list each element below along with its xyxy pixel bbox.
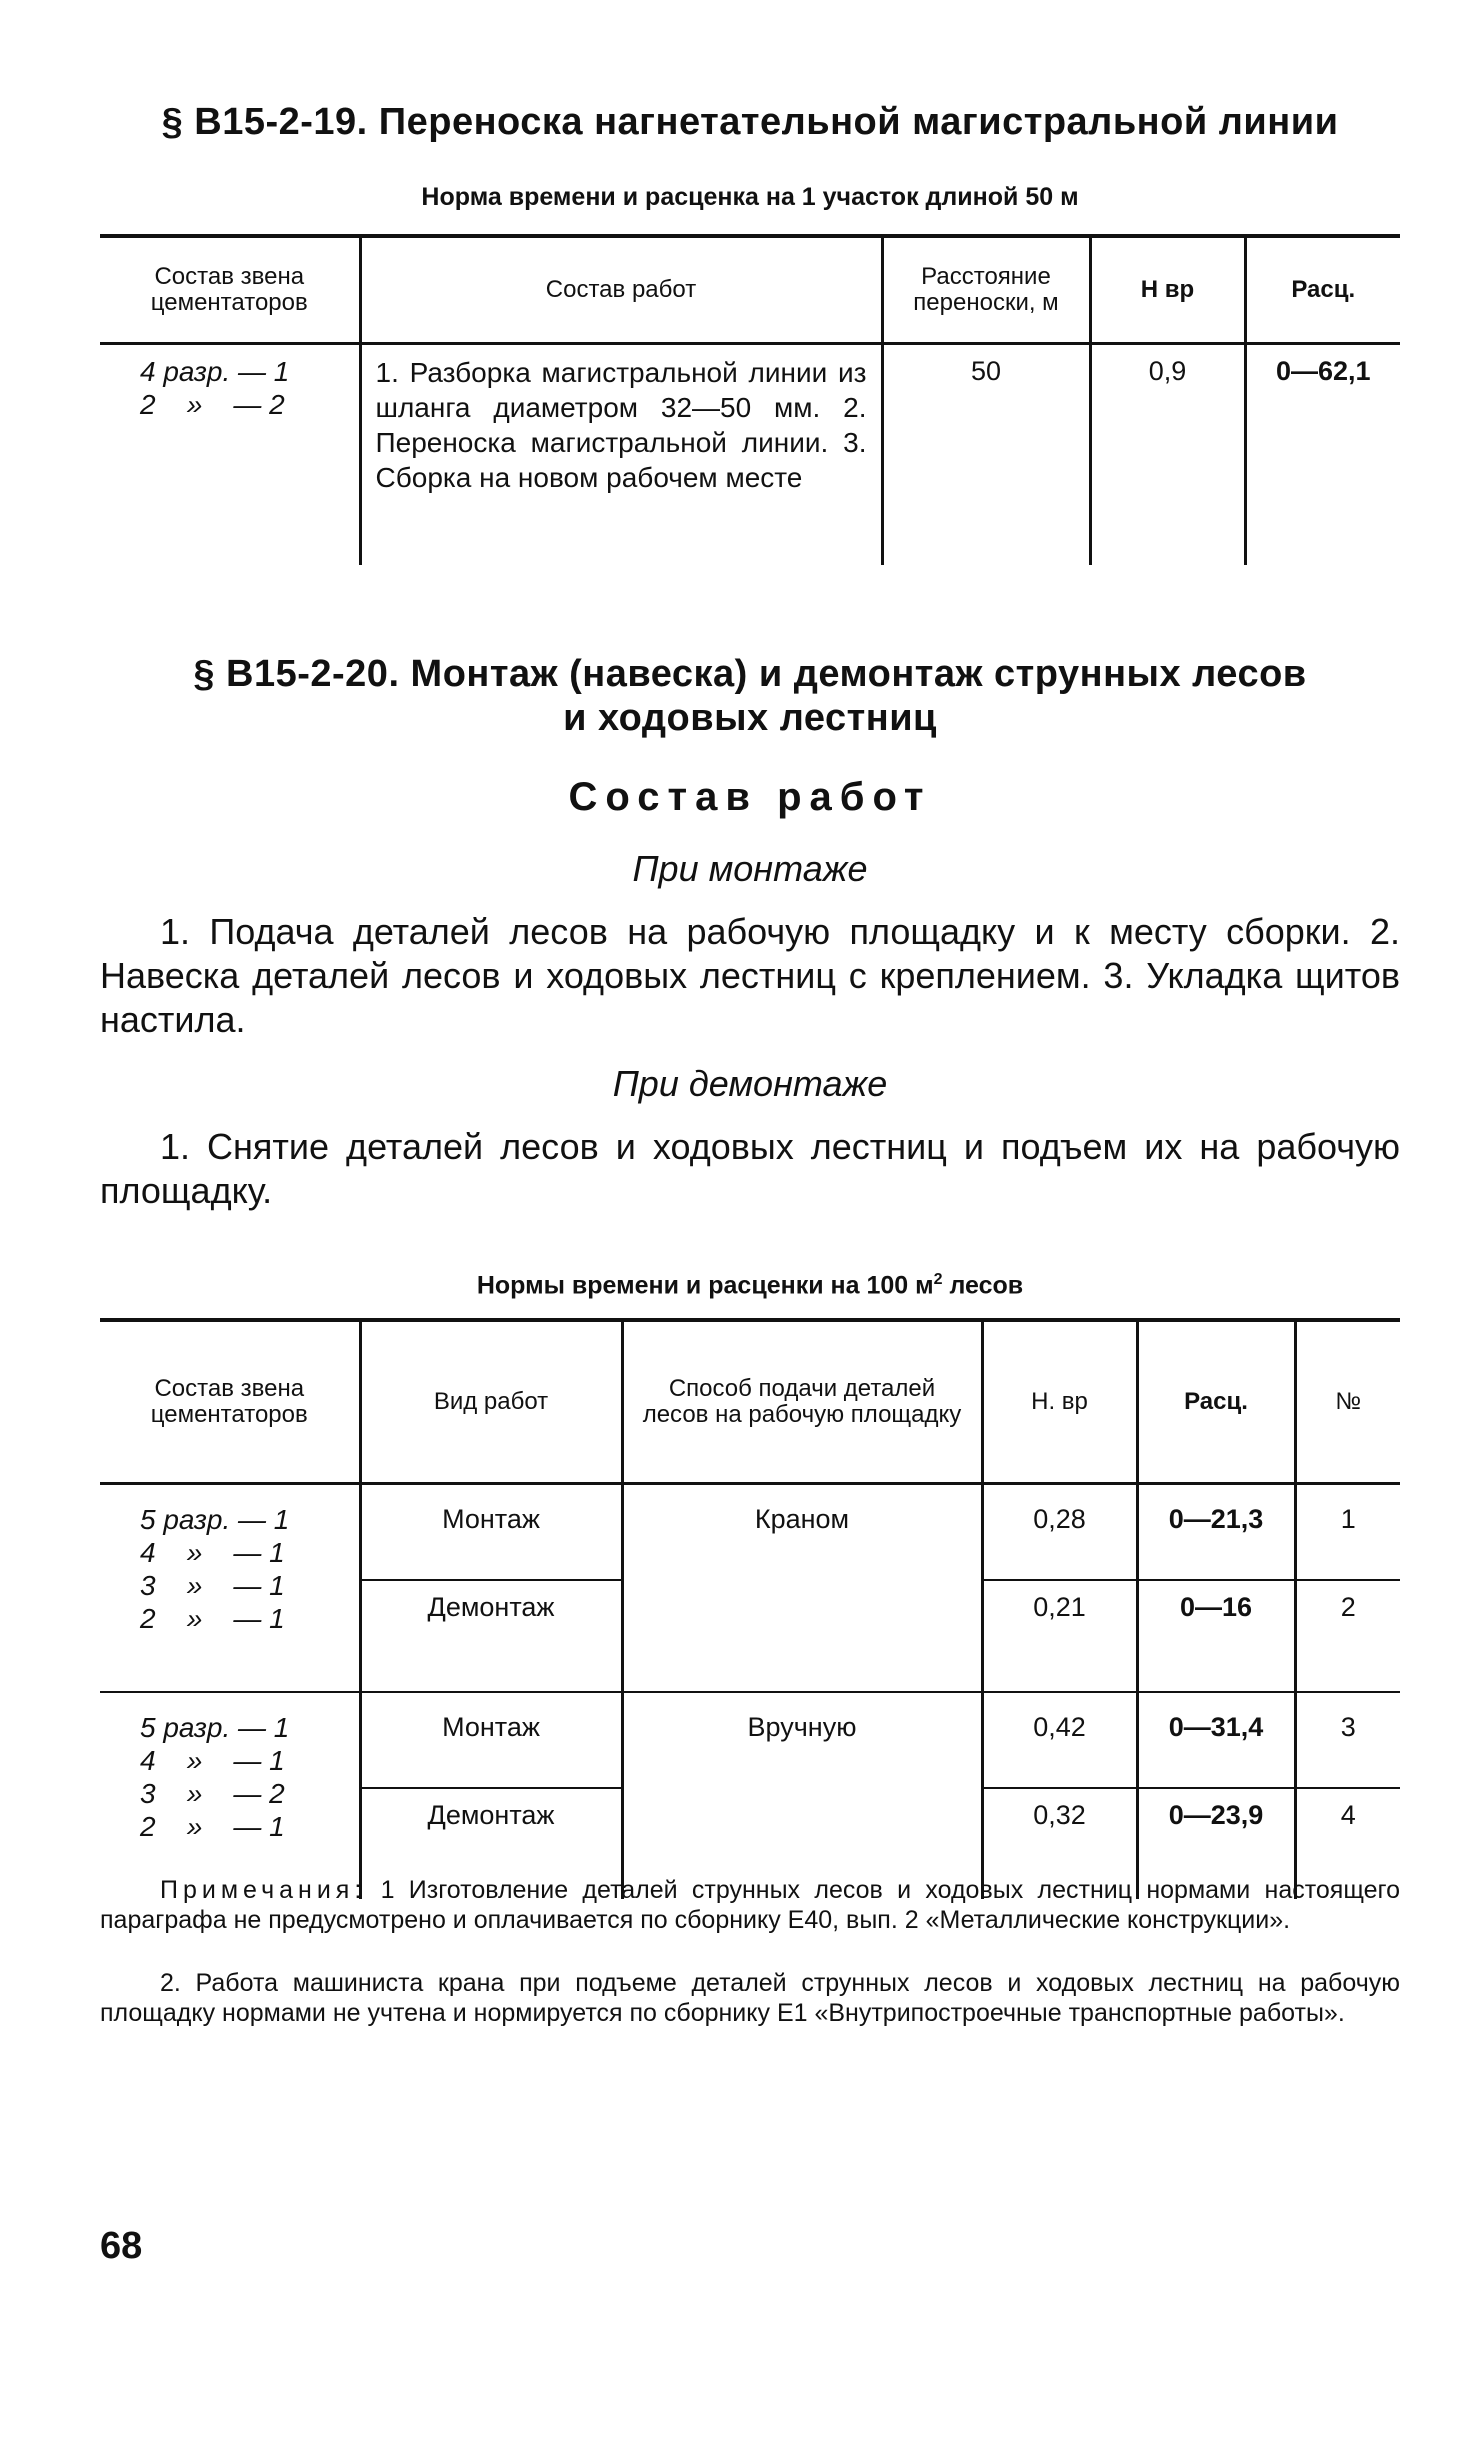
header-method: Способ подачи деталей лесов на рабочую площадку bbox=[622, 1320, 982, 1484]
num-cell: 1 bbox=[1295, 1484, 1400, 1581]
note-1-text: 1 Изготовление деталей струнных лесов и ходовых лестниц нормами настоящего параграфа не предусмотрено и оплачивается по сборнику Е40, вып. 2 «Металлические конструкции». bbox=[100, 1876, 1400, 1934]
work-cell: Демонтаж bbox=[360, 1580, 622, 1692]
note-2: 2. Работа машиниста крана при подъеме деталей струнных лесов и ходовых лестниц на рабочую площадку нормами не учтена и нормируется по сборнику Е1 «Внутрипостроечные транспортные работы». bbox=[100, 1969, 1400, 2027]
team-line: 5 разр. — 1 bbox=[140, 1504, 290, 1535]
section-20-table-caption bbox=[100, 1265, 1400, 1300]
team-line: 2 » — 2 bbox=[140, 389, 285, 420]
table-row bbox=[100, 344, 1400, 566]
note-1 bbox=[100, 1875, 1400, 1935]
num-cell: 4 bbox=[1295, 1788, 1400, 1899]
team-line: 2 » — 1 bbox=[140, 1603, 285, 1634]
header-norm: Н. вр bbox=[982, 1320, 1137, 1484]
rate-cell: 0—23,9 bbox=[1137, 1788, 1295, 1899]
header-work: Вид работ bbox=[360, 1320, 622, 1484]
team-line: 2 » — 1 bbox=[140, 1811, 285, 1842]
team-line: 3 » — 2 bbox=[140, 1778, 285, 1809]
num-cell: 2 bbox=[1295, 1580, 1400, 1692]
section-19-table-caption: Норма времени и расценка на 1 участок длиной 50 м bbox=[421, 183, 1079, 211]
caption-text-end: лесов bbox=[942, 1271, 1024, 1300]
method-cell: Краном bbox=[622, 1484, 982, 1693]
notes-label: Примечания: bbox=[160, 1876, 367, 1904]
table-row bbox=[100, 1484, 1400, 1581]
team-cell bbox=[100, 1484, 360, 1693]
rate-cell: 0—16 bbox=[1137, 1580, 1295, 1692]
caption-text: Нормы времени и расценки на 100 м bbox=[476, 1271, 934, 1300]
method-cell: Вручную bbox=[622, 1692, 982, 1899]
composition-title: Состав работ bbox=[568, 775, 932, 819]
norm-cell: 0,9 bbox=[1090, 344, 1245, 566]
dismount-text: 1. Снятие деталей лесов и ходовых лестниц и подъем их на рабочую площадку. bbox=[100, 1126, 1400, 1211]
team-line: 3 » — 1 bbox=[140, 1570, 285, 1601]
num-cell: 3 bbox=[1295, 1692, 1400, 1788]
header-num: № bbox=[1295, 1320, 1400, 1484]
section-20-title-line1: § В15-2-20. Монтаж (навеска) и демонтаж струнных лесов bbox=[193, 653, 1307, 695]
work-cell: Монтаж bbox=[360, 1692, 622, 1788]
norm-cell: 0,32 bbox=[982, 1788, 1137, 1899]
header-rate: Расц. bbox=[1137, 1320, 1295, 1484]
header-norm: Н вр bbox=[1090, 236, 1245, 344]
header-team: Состав звена цементаторов bbox=[100, 1320, 360, 1484]
page-number: 68 bbox=[100, 2225, 143, 2267]
work-cell: 1. Разборка магистральной линии из шланга диаметром 32—50 мм. 2. Переноска магистральной линии. 3. Сборка на новом рабочем месте bbox=[360, 344, 882, 566]
rate-cell: 0—31,4 bbox=[1137, 1692, 1295, 1788]
table-header-row bbox=[100, 236, 1400, 344]
team-cell bbox=[100, 1692, 360, 1899]
section-20-table bbox=[100, 1318, 1400, 1899]
table-row bbox=[100, 1692, 1400, 1788]
rate-cell: 0—21,3 bbox=[1137, 1484, 1295, 1581]
distance-cell: 50 bbox=[882, 344, 1090, 566]
section-19-title: § В15-2-19. Переноска нагнетательной магистральной линии bbox=[161, 101, 1339, 143]
mount-text: 1. Подача деталей лесов на рабочую площадку и к месту сборки. 2. Навеска деталей лесов и ходовых лестниц с креплением. 3. Укладка щитов настила. bbox=[100, 911, 1400, 1040]
section-20-title-line2: и ходовых лестниц bbox=[563, 697, 937, 739]
rate-cell: 0—62,1 bbox=[1245, 344, 1400, 566]
header-rate: Расц. bbox=[1245, 236, 1400, 344]
header-team: Состав звена цементаторов bbox=[100, 236, 360, 344]
norm-cell: 0,42 bbox=[982, 1692, 1137, 1788]
dismount-subtitle: При демонтаже bbox=[612, 1063, 888, 1104]
section-19-table bbox=[100, 234, 1400, 565]
team-cell bbox=[100, 344, 360, 566]
team-line: 4 » — 1 bbox=[140, 1537, 285, 1568]
table-header-row bbox=[100, 1320, 1400, 1484]
team-line: 5 разр. — 1 bbox=[140, 1712, 290, 1743]
work-cell: Демонтаж bbox=[360, 1788, 622, 1899]
page bbox=[100, 0, 1400, 2462]
norm-cell: 0,28 bbox=[982, 1484, 1137, 1581]
team-line: 4 » — 1 bbox=[140, 1745, 285, 1776]
norm-cell: 0,21 bbox=[982, 1580, 1137, 1692]
work-cell: Монтаж bbox=[360, 1484, 622, 1581]
caption-superscript: 2 bbox=[933, 1271, 943, 1288]
team-line: 4 разр. — 1 bbox=[140, 356, 290, 387]
header-distance: Расстояние переноски, м bbox=[882, 236, 1090, 344]
header-work: Состав работ bbox=[360, 236, 882, 344]
mount-subtitle: При монтаже bbox=[632, 848, 868, 889]
